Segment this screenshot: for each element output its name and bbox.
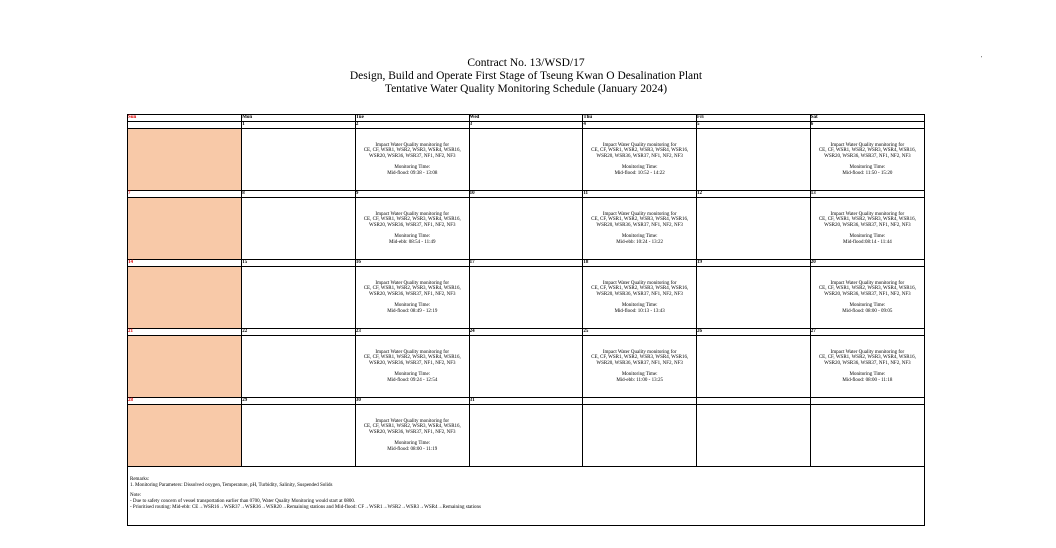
entry-stations: WSR20, WSR36, WSR37, NF1, NF2, NF3 — [596, 291, 683, 297]
entry-heading: Impact Water Quality monitoring for — [602, 142, 677, 148]
entry-time: Mid-flood:08:14 - 11:44 — [843, 239, 892, 245]
day-header-thu: Thu — [583, 115, 697, 122]
monitoring-entry — [811, 143, 924, 177]
entry-heading: Impact Water Quality monitoring for — [602, 211, 677, 217]
date-number: 5 — [697, 122, 811, 129]
entry-time: Mid-ebb: 08:54 - 11:49 — [388, 239, 436, 245]
entry-heading: Impact Water Quality monitoring for — [375, 418, 450, 424]
day-cell — [697, 129, 811, 191]
day-cell — [810, 198, 924, 260]
entry-stations: WSR20, WSR36, WSR37, NF1, NF2, NF3 — [824, 360, 911, 366]
entry-stations: CE, CF, WSR1, WSR2, WSR3, WSR4, WSR16, — [363, 148, 461, 154]
date-number: 18 — [583, 260, 697, 267]
entry-time-label: Monitoring Time: — [394, 303, 431, 309]
sunday-cell — [128, 129, 242, 191]
entry-stations: CE, CF, WSR1, WSR2, WSR3, WSR4, WSR16, — [591, 148, 689, 154]
entry-time-label: Monitoring Time: — [621, 372, 658, 378]
monitoring-entry — [583, 350, 696, 384]
day-cell — [697, 336, 811, 398]
date-number: 28 — [128, 398, 242, 405]
entry-heading: Impact Water Quality monitoring for — [375, 349, 450, 355]
entry-stations: WSR20, WSR36, WSR37, NF1, NF2, NF3 — [596, 153, 683, 159]
week-date-row — [128, 329, 924, 336]
entry-heading: Impact Water Quality monitoring for — [375, 280, 450, 286]
date-number — [810, 398, 924, 405]
day-header-fri: Fri — [697, 115, 811, 122]
contract-number: Contract No. 13/WSD/17 — [467, 57, 585, 69]
date-number: 20 — [810, 260, 924, 267]
entry-stations: CE, CF, WSR1, WSR2, WSR3, WSR4, WSR16, — [818, 217, 916, 223]
entry-stations: WSR20, WSR36, WSR37, NF1, NF2, NF3 — [369, 291, 456, 297]
day-cell — [583, 129, 697, 191]
date-number: 4 — [583, 122, 697, 129]
entry-stations: CE, CF, WSR1, WSR2, WSR3, WSR4, WSR16, — [591, 217, 689, 223]
date-number — [697, 398, 811, 405]
day-header-sun: Sun — [128, 115, 242, 122]
remarks-item: 1. Monitoring Parameters: Dissolved oxygen, Temperature, pH, Turbidity, Salinity, Suspended Solids — [130, 483, 333, 488]
week-date-row — [128, 191, 924, 198]
date-number: 30 — [355, 398, 469, 405]
entry-stations: CE, CF, WSR1, WSR2, WSR3, WSR4, WSR16, — [591, 286, 689, 292]
date-number: 31 — [469, 398, 583, 405]
entry-heading: Impact Water Quality monitoring for — [830, 211, 905, 217]
entry-heading: Impact Water Quality monitoring for — [830, 280, 905, 286]
day-cell — [242, 129, 356, 191]
schedule-sheet — [127, 114, 925, 526]
day-cell — [810, 129, 924, 191]
day-cell — [469, 405, 583, 467]
date-number: 27 — [810, 329, 924, 336]
monitoring-entry — [356, 143, 469, 177]
day-cell — [697, 405, 811, 467]
monitoring-entry — [356, 281, 469, 315]
day-cell — [242, 267, 356, 329]
entry-time: Mid-flood: 08:00 - 11:18 — [842, 377, 893, 383]
date-number: 16 — [355, 260, 469, 267]
monitoring-entry — [356, 212, 469, 246]
date-number: 9 — [355, 191, 469, 198]
stray-mark: ' — [981, 56, 983, 62]
entry-stations: CE, CF, WSR1, WSR2, WSR3, WSR4, WSR16, — [363, 217, 461, 223]
entry-time-label: Monitoring Time: — [621, 303, 658, 309]
week-date-row — [128, 260, 924, 267]
day-cell — [355, 198, 469, 260]
monitoring-entry — [811, 212, 924, 246]
date-number — [583, 398, 697, 405]
week-body-row — [128, 129, 924, 191]
entry-stations: CE, CF, WSR1, WSR2, WSR3, WSR4, WSR16, — [818, 148, 916, 154]
entry-stations: CE, CF, WSR1, WSR2, WSR3, WSR4, WSR16, — [363, 355, 461, 361]
entry-heading: Impact Water Quality monitoring for — [375, 142, 450, 148]
entry-time-label: Monitoring Time: — [849, 234, 886, 240]
entry-time: Mid-ebb: 11:00 - 13:25 — [616, 377, 663, 383]
day-cell — [583, 405, 697, 467]
day-cell — [810, 267, 924, 329]
date-number: 14 — [128, 260, 242, 267]
note-line: - Due to safety concern of vessel transportation earlier than 0700, Water Quality Monitoring would start at 0800. — [130, 499, 356, 504]
entry-time: Mid-ebb: 10:24 - 13:22 — [616, 239, 664, 245]
day-cell — [242, 336, 356, 398]
day-header-wed: Wed — [469, 115, 583, 122]
entry-time: Mid-flood: 08:00 - 11:19 — [387, 446, 438, 452]
day-cell — [242, 405, 356, 467]
remarks-section — [130, 477, 481, 511]
day-cell — [355, 129, 469, 191]
sunday-cell — [128, 267, 242, 329]
entry-stations: CE, CF, WSR1, WSR2, WSR3, WSR4, WSR16, — [818, 355, 916, 361]
date-number: 15 — [242, 260, 356, 267]
week-body-row — [128, 267, 924, 329]
calendar-table — [128, 115, 924, 467]
entry-time: Mid-flood: 10:52 - 14:22 — [614, 170, 665, 176]
monitoring-entry — [583, 212, 696, 246]
entry-time-label: Monitoring Time: — [621, 165, 658, 171]
entry-time: Mid-flood: 08:49 - 12:19 — [387, 308, 438, 314]
date-number: 3 — [469, 122, 583, 129]
week-date-row — [128, 398, 924, 405]
date-number: 2 — [355, 122, 469, 129]
day-cell — [810, 336, 924, 398]
week-body-row — [128, 336, 924, 398]
date-number: 24 — [469, 329, 583, 336]
note-heading: Note: — [130, 493, 142, 498]
entry-time-label: Monitoring Time: — [849, 372, 886, 378]
day-cell — [469, 336, 583, 398]
date-number: 23 — [355, 329, 469, 336]
date-number: 1 — [242, 122, 356, 129]
entry-stations: CE, CF, WSR1, WSR2, WSR3, WSR4, WSR16, — [818, 286, 916, 292]
day-cell — [697, 198, 811, 260]
day-cell — [583, 336, 697, 398]
entry-heading: Impact Water Quality monitoring for — [602, 349, 677, 355]
date-number: 7 — [128, 191, 242, 198]
date-number: 10 — [469, 191, 583, 198]
date-number: 25 — [583, 329, 697, 336]
monitoring-entry — [811, 281, 924, 315]
day-cell — [469, 198, 583, 260]
entry-time-label: Monitoring Time: — [394, 441, 431, 447]
day-cell — [583, 198, 697, 260]
entry-stations: CE, CF, WSR1, WSR2, WSR3, WSR4, WSR16, — [363, 286, 461, 292]
day-header-sat: Sat — [810, 115, 924, 122]
date-number: 6 — [810, 122, 924, 129]
schedule-title: Tentative Water Quality Monitoring Schedule (January 2024) — [384, 83, 668, 95]
date-number: 21 — [128, 329, 242, 336]
day-cell — [355, 405, 469, 467]
week-date-row — [128, 122, 924, 129]
date-number: 12 — [697, 191, 811, 198]
sunday-cell — [128, 336, 242, 398]
entry-time: Mid-flood: 09:38 - 13:08 — [387, 170, 438, 176]
day-cell — [355, 267, 469, 329]
entry-stations: WSR20, WSR36, WSR37, NF1, NF2, NF3 — [596, 222, 683, 228]
entry-time-label: Monitoring Time: — [849, 303, 886, 309]
entry-stations: CE, CF, WSR1, WSR2, WSR3, WSR4, WSR16, — [591, 355, 689, 361]
monitoring-entry — [356, 419, 469, 453]
day-cell — [355, 336, 469, 398]
entry-time-label: Monitoring Time: — [394, 234, 431, 240]
entry-stations: WSR20, WSR36, WSR37, NF1, NF2, NF3 — [369, 153, 456, 159]
entry-stations: WSR20, WSR36, WSR37, NF1, NF2, NF3 — [369, 222, 456, 228]
date-number: 26 — [697, 329, 811, 336]
entry-heading: Impact Water Quality monitoring for — [375, 211, 450, 217]
day-header-tue: Tue — [355, 115, 469, 122]
entry-heading: Impact Water Quality monitoring for — [602, 280, 677, 286]
monitoring-entry — [583, 281, 696, 315]
monitoring-entry — [356, 350, 469, 384]
entry-heading: Impact Water Quality monitoring for — [830, 142, 905, 148]
entry-time: Mid-flood: 10:13 - 13:43 — [614, 308, 665, 314]
date-number: 11 — [583, 191, 697, 198]
entry-time-label: Monitoring Time: — [394, 372, 431, 378]
day-cell — [469, 129, 583, 191]
date-number: 29 — [242, 398, 356, 405]
entry-stations: WSR20, WSR36, WSR37, NF1, NF2, NF3 — [824, 222, 911, 228]
entry-stations: WSR20, WSR36, WSR37, NF1, NF2, NF3 — [369, 360, 456, 366]
date-number: 8 — [242, 191, 356, 198]
entry-time: Mid-flood: 09:24 - 12:54 — [387, 377, 438, 383]
day-cell — [697, 267, 811, 329]
entry-stations: WSR20, WSR36, WSR37, NF1, NF2, NF3 — [369, 429, 456, 435]
entry-heading: Impact Water Quality monitoring for — [830, 349, 905, 355]
date-number: 17 — [469, 260, 583, 267]
project-name: Design, Build and Operate First Stage of Tseung Kwan O Desalination Plant — [349, 70, 703, 82]
entry-time-label: Monitoring Time: — [621, 234, 658, 240]
document-title — [128, 57, 924, 96]
sunday-cell — [128, 405, 242, 467]
date-number: 19 — [697, 260, 811, 267]
entry-stations: WSR20, WSR36, WSR37, NF1, NF2, NF3 — [596, 360, 683, 366]
entry-time: Mid-flood: 08:00 - 09:05 — [842, 308, 893, 314]
entry-time-label: Monitoring Time: — [394, 165, 431, 171]
week-body-row — [128, 405, 924, 467]
note-line: - Prioritised routing: Mid-ebb: CE→WSR16→WSR37→WSR36→WSR20→Remaining stations and Mid-flood: CF→WSR1→WSR2→WSR3→WSR4→Remaining stations — [130, 505, 481, 510]
day-cell — [583, 267, 697, 329]
date-number: 22 — [242, 329, 356, 336]
entry-stations: CE, CF, WSR1, WSR2, WSR3, WSR4, WSR16, — [363, 424, 461, 430]
day-header-mon: Mon — [242, 115, 356, 122]
week-body-row — [128, 198, 924, 260]
day-cell — [810, 405, 924, 467]
date-number: 13 — [810, 191, 924, 198]
remarks-heading: Remarks: — [130, 477, 150, 482]
entry-stations: WSR20, WSR36, WSR37, NF1, NF2, NF3 — [824, 291, 911, 297]
entry-time: Mid-flood: 11:50 - 15:20 — [842, 170, 893, 176]
date-number — [128, 122, 242, 129]
entry-time-label: Monitoring Time: — [849, 165, 886, 171]
day-cell — [242, 198, 356, 260]
sunday-cell — [128, 198, 242, 260]
entry-stations: WSR20, WSR36, WSR37, NF1, NF2, NF3 — [824, 153, 911, 159]
monitoring-entry — [811, 350, 924, 384]
monitoring-entry — [583, 143, 696, 177]
day-cell — [469, 267, 583, 329]
